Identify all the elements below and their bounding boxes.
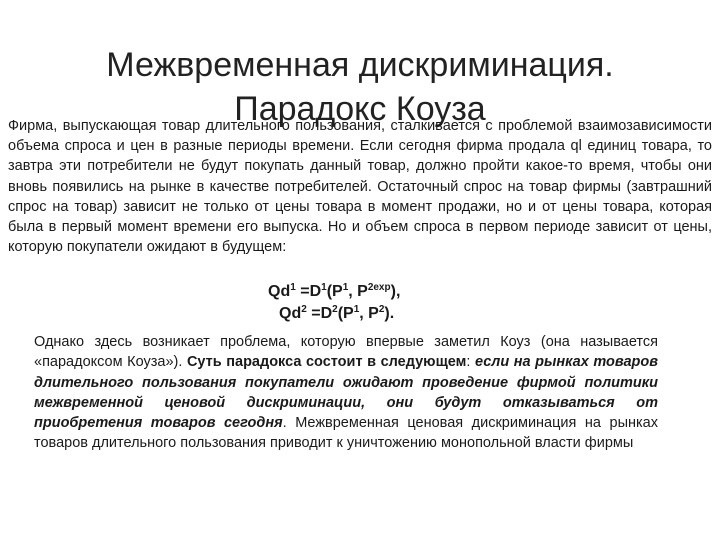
slide-title-line2: Парадокс Коуза <box>234 89 486 128</box>
formula-1-arg1-sup: 1 <box>342 282 349 293</box>
formula-2-arg2-sup: 2 <box>378 304 385 315</box>
formula-1-lhs-sup: 1 <box>290 282 296 293</box>
formula-1-arg1: (P <box>326 283 343 300</box>
formula-2-mid-sup: 2 <box>332 304 338 315</box>
formula-1-mid: =D <box>295 283 322 300</box>
formula-2-lhs-sup: 2 <box>301 304 307 315</box>
body-paragraph-2 <box>34 332 658 454</box>
formula-1-end: ), <box>390 283 401 300</box>
formula-2-mid: =D <box>306 305 333 322</box>
formula-2-end: ). <box>384 305 395 322</box>
formula-1-arg2-sup: 2exp <box>367 282 391 293</box>
formula-1-arg2: , P <box>348 283 368 300</box>
formula-2-arg2: , P <box>359 305 379 322</box>
paradox-essence-label: Суть парадокса состоит в следующем <box>186 354 467 371</box>
formula-2-lhs: Qd <box>279 305 302 322</box>
formula-demand-period-1 <box>268 280 400 304</box>
paragraph-2-colon: : <box>466 354 475 371</box>
body-paragraph-1: Фирма, выпускающая товар длительного пользования, сталкивается с проблемой взаимозависимости объема спроса и цен в разные периоды времени. Если сегодня фирма продала ql единиц товара, то завтра эти потребители не будут покупать данный товар, должно пройти какое-то время, чтобы они вновь появились на рынке в качестве потребителей. Остаточный спрос на товар фирмы (завтрашний спрос на товар) зависит не только от цены товара в момент продажи, но и от цены товара, которая была в первый момент времени его выпуска. Но и объем спроса в первом периоде зависит от цены, которую покупатели ожидают в будущем: <box>8 118 712 256</box>
formula-1-mid-sup: 1 <box>321 282 327 293</box>
formula-2-arg1-sup: 1 <box>353 304 360 315</box>
formula-2-arg1: (P <box>337 305 354 322</box>
paradox-statement: если на рынках товаров длительного пользования покупатели ожидают проведение фирмой политики межвременной ценовой дискриминации, они будут отказываться от приобретения товаров сегодня <box>34 354 659 432</box>
formula-1-lhs: Qd <box>268 283 291 300</box>
formula-demand-period-2 <box>279 302 394 326</box>
paragraph-2-intro: Однако здесь возникает проблема, которую впервые заметил Коуз (она называется «парадоксом Коуза»). <box>34 334 658 371</box>
slide-title-line1: Межвременная дискриминация. <box>106 45 614 84</box>
paragraph-2-conclusion: . Межвременная ценовая дискриминация на рынках товаров длительного пользования приводит к уничтожению монопольной власти фирмы <box>34 415 658 452</box>
